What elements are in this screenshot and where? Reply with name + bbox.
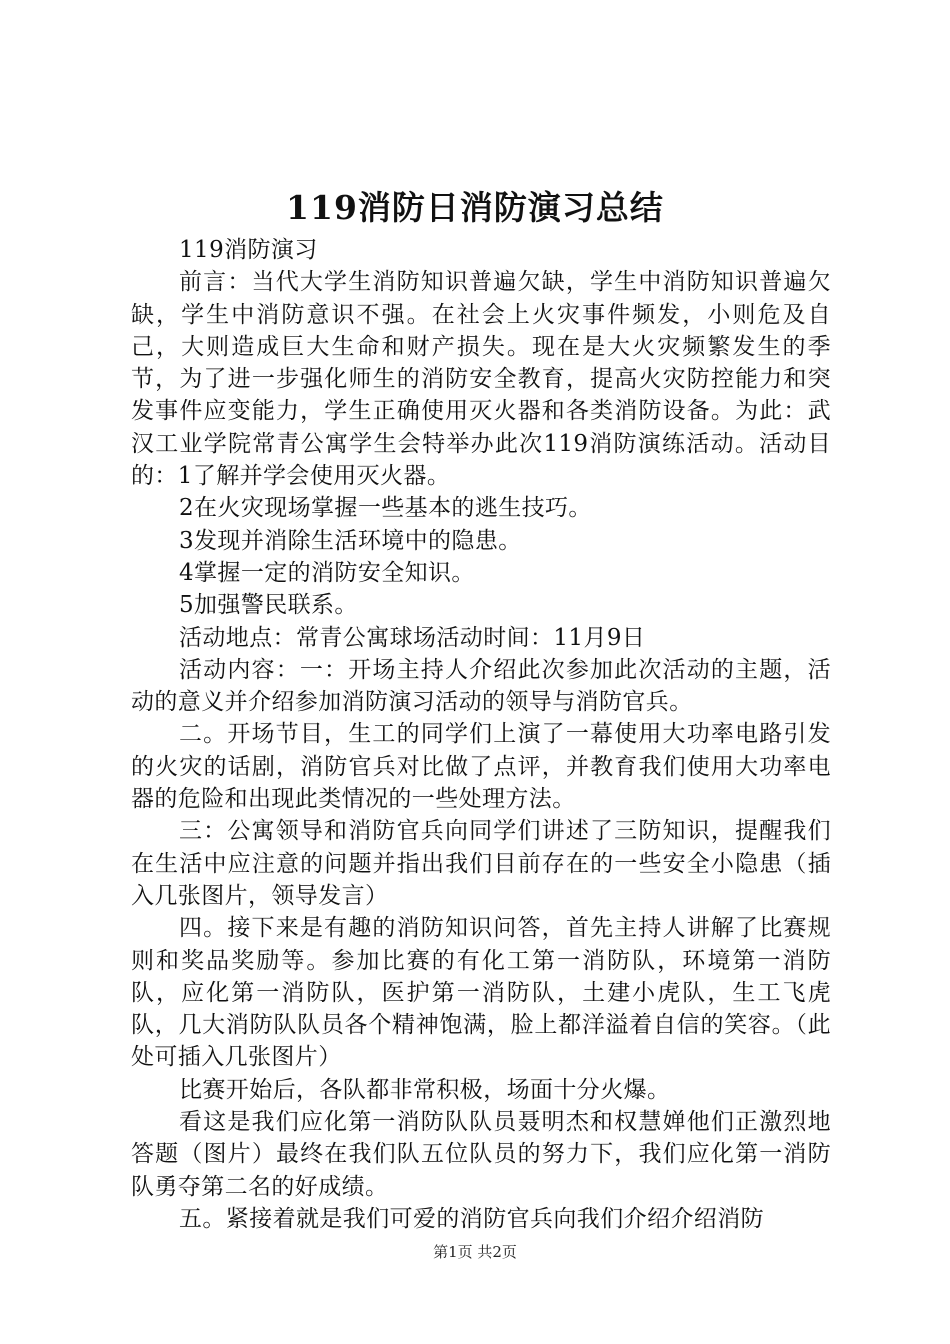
paragraph-competition-start: 比赛开始后，各队都非常积极，场面十分火爆。 [179,1076,671,1103]
paragraph-content-2: 二。开场节目，生工的同学们上演了一幕使用大功率电路引发的火灾的话剧，消防官兵对比做了点评，并教育我们使用大功率电器的危险和出现此类情况的一些处理方法。 [131,721,831,813]
paragraph-content-4: 四。接下来是有趣的消防知识问答，首先主持人讲解了比赛规则和奖品奖励等。参加比赛的有化工第一消防队，环境第一消防队，应化第一消防队，医护第一消防队，土建小虎队，生工飞虎队，几大消防队队员各个精神饱满，脸上都洋溢着自信的笑容。（此处可插入几张图片） [131,915,831,1071]
paragraph-goal-2: 2在火灾现场掌握一些基本的逃生技巧。 [179,495,592,522]
page-number-footer: 第1页 共2页 [433,1243,517,1261]
paragraph-goal-3: 3发现并消除生活环境中的隐患。 [179,527,522,554]
paragraph-heading: 119消防演习 [179,237,318,263]
document-title: 119消防日消防演习总结 [286,188,664,227]
paragraph-goal-4: 4掌握一定的消防安全知识。 [179,559,475,586]
document-body [131,234,831,1235]
paragraph-goal-5: 5加强警民联系。 [179,592,358,619]
paragraph-content-5: 五。紧接着就是我们可爱的消防官兵向我们介绍介绍消防 [179,1205,764,1232]
paragraph-content-3: 三：公寓领导和消防官兵向同学们讲述了三防知识，提醒我们在生活中应注意的问题并指出我们目前存在的一些安全小隐患（插入几张图片，领导发言） [131,818,831,909]
paragraph-preface: 前言：当代大学生消防知识普遍欠缺，学生中消防知识普遍欠缺，学生中消防意识不强。在社会上火灾事件频发，小则危及自己，大则造成巨大生命和财产损失。现在是大火灾频繁发生的季节，为了进一步强化师生的消防安全教育，提高火灾防控能力和突发事件应变能力，学生正确使用灭火器和各类消防设备。为此：武汉工业学院常青公寓学生会特举办此次119消防演练活动。活动目的：1了解并学会使用灭火器。 [131,269,831,490]
paragraph-location-time: 活动地点：常青公寓球场活动时间：11月9日 [179,624,646,651]
paragraph-content-1: 活动内容：一：开场主持人介绍此次参加此次活动的主题，活动的意义并介绍参加消防演习活动的领导与消防官兵。 [131,656,831,716]
paragraph-team-result: 看这是我们应化第一消防队队员聂明杰和权慧婵他们正激烈地答题（图片）最终在我们队五位队员的努力下，我们应化第一消防队勇夺第二名的好成绩。 [131,1109,831,1200]
